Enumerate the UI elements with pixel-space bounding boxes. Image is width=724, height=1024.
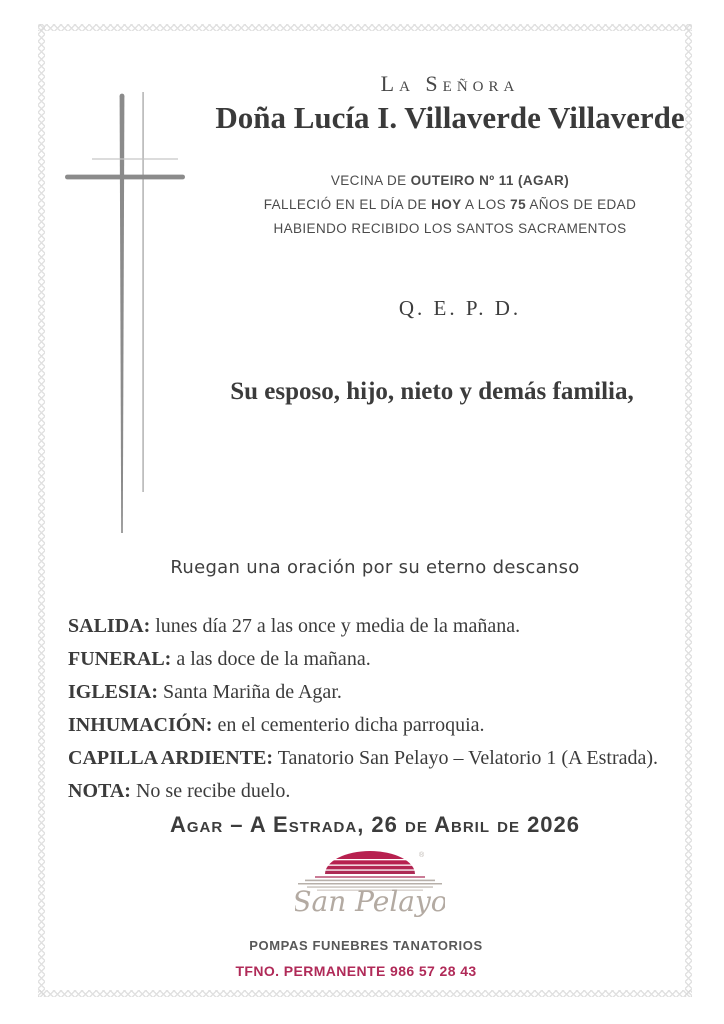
detail-text: lunes día 27 a las once y media de la mañana. — [155, 615, 521, 637]
family-line: Su esposo, hijo, nieto y demás familia, — [230, 378, 634, 405]
title-prefix: La Señora — [380, 71, 520, 96]
sunrise-stripes-icon — [295, 846, 445, 928]
detail-label: CAPILLA ARDIENTE: — [68, 747, 274, 769]
death-line — [180, 197, 720, 212]
sacraments-line: HABIENDO RECIBIDO LOS SANTOS SACRAMENTOS — [273, 221, 627, 236]
detail-text: Santa Mariña de Agar. — [163, 681, 342, 703]
border-edge-left — [38, 24, 45, 997]
residence-line — [180, 173, 720, 188]
death-day: HOY — [431, 197, 462, 212]
detail-row-inhumacion — [68, 712, 688, 745]
cross-thin-horizontal-line — [92, 158, 178, 159]
border-edge-top — [38, 24, 692, 31]
detail-row-iglesia — [68, 679, 688, 712]
residence-prefix: VECINA DE — [330, 173, 411, 188]
detail-text: a las doce de la mañana. — [176, 648, 371, 670]
funeral-home-logo — [295, 846, 445, 928]
detail-label: IGLESIA: — [68, 681, 159, 703]
cross-horizontal-beam — [65, 175, 185, 180]
death-pre: FALLECIÓ EN EL DÍA DE — [263, 197, 432, 212]
date-line: Agar – A Estrada, 26 de Abril de 2026 — [169, 812, 581, 837]
service-details — [68, 613, 688, 811]
cross-icon — [58, 84, 193, 539]
death-age: 75 — [510, 197, 526, 212]
border-edge-right — [685, 24, 692, 997]
detail-label: FUNERAL: — [68, 648, 172, 670]
detail-label: INHUMACIÓN: — [68, 714, 213, 736]
detail-text: No se recibe duelo. — [135, 780, 291, 802]
logo-script-text: San Pelayo — [295, 885, 445, 918]
registered-mark: ® — [419, 852, 425, 859]
deceased-info-block — [180, 173, 720, 245]
logo-ray-line — [315, 876, 425, 878]
footer-services-line: POMPAS FUNEBRES TANATORIOS — [249, 938, 483, 953]
cross-thin-vertical-line — [142, 92, 144, 492]
qepd-abbreviation: Q. E. P. D. — [398, 296, 522, 320]
detail-label: NOTA: — [68, 780, 131, 802]
cross-vertical-beam — [120, 96, 125, 533]
death-mid: A LOS — [461, 197, 511, 212]
border-edge-bottom — [38, 990, 692, 997]
logo-ray-line — [305, 880, 435, 882]
footer-phone-line: TFNO. PERMANENTE 986 57 28 43 — [235, 963, 477, 979]
deceased-name: Doña Lucía I. Villaverde Villaverde — [215, 100, 685, 135]
prayer-line: Ruegan una oración por su eterno descanso — [170, 557, 580, 578]
detail-text: Tanatorio San Pelayo – Velatorio 1 (A Estrada). — [277, 747, 659, 769]
logo-dome — [320, 851, 420, 874]
detail-row-capilla-ardiente — [68, 745, 688, 778]
residence-location: OUTEIRO Nº 11 (AGAR) — [410, 173, 570, 188]
death-post: AÑOS DE EDAD — [526, 197, 637, 212]
detail-row-funeral — [68, 646, 688, 679]
detail-row-nota — [68, 778, 688, 811]
detail-row-salida — [68, 613, 688, 646]
detail-label: SALIDA: — [68, 615, 151, 637]
detail-text: en el cementerio dicha parroquia. — [217, 714, 485, 736]
